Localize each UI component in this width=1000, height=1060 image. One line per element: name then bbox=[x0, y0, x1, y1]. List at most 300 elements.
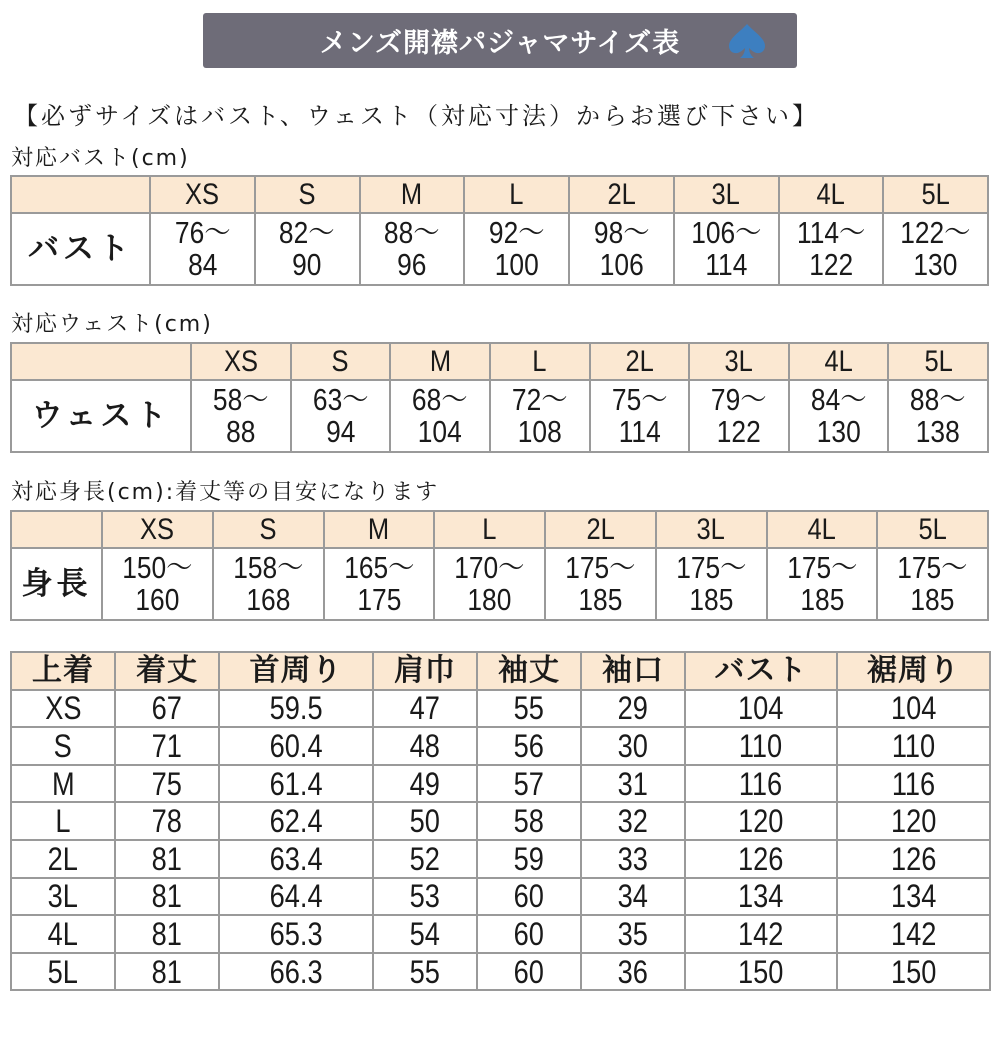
waist-size-header bbox=[490, 343, 590, 380]
cell-value: M bbox=[51, 765, 75, 802]
cell-value: 29 bbox=[617, 690, 649, 727]
waist-values-row bbox=[11, 380, 988, 452]
range-min: 175〜 bbox=[565, 550, 636, 585]
measurement-cell bbox=[373, 915, 477, 953]
range-min: 150〜 bbox=[122, 550, 193, 585]
height-range-cell bbox=[656, 548, 767, 620]
height-size-table bbox=[10, 510, 989, 621]
size-label: 5L bbox=[921, 178, 950, 211]
measurement-cell bbox=[373, 953, 477, 991]
cell-value: S bbox=[53, 727, 73, 764]
range-min: 114〜 bbox=[796, 215, 866, 250]
height-range bbox=[454, 552, 524, 616]
height-size-header bbox=[656, 511, 767, 548]
height-range-cell bbox=[877, 548, 988, 620]
cell-value: 71 bbox=[151, 727, 183, 764]
blank-header-cell bbox=[11, 511, 102, 548]
garment-header-cell: 首周り bbox=[219, 652, 373, 690]
measurement-cell bbox=[373, 840, 477, 878]
measurement-cell bbox=[477, 878, 581, 916]
cell-value: 34 bbox=[617, 878, 649, 915]
bust-caption: 対応バスト(cm) bbox=[11, 146, 190, 171]
height-size-header bbox=[545, 511, 656, 548]
range-min: 63〜 bbox=[312, 382, 369, 417]
waist-size-header bbox=[888, 343, 988, 380]
range-max: 122 bbox=[808, 247, 853, 282]
table-row bbox=[11, 953, 990, 991]
range-min: 175〜 bbox=[897, 550, 968, 585]
waist-size-header bbox=[191, 343, 291, 380]
height-size-header bbox=[877, 511, 988, 548]
measurement-cell bbox=[219, 840, 373, 878]
bust-size-header bbox=[255, 176, 360, 213]
cell-value: 5L bbox=[47, 953, 79, 990]
cell-value: L bbox=[55, 803, 71, 840]
range-max: 108 bbox=[517, 414, 562, 449]
measurement-cell bbox=[685, 802, 837, 840]
cell-value: 67 bbox=[151, 690, 183, 727]
measurement-cell bbox=[837, 802, 990, 840]
waist-size-header bbox=[291, 343, 391, 380]
range-min: 88〜 bbox=[384, 215, 440, 250]
range-min: 79〜 bbox=[711, 382, 767, 417]
garment-header-cell: 上着 bbox=[11, 652, 115, 690]
cell-value: 30 bbox=[617, 727, 649, 764]
measurement-cell bbox=[219, 727, 373, 765]
measurement-cell bbox=[581, 802, 685, 840]
range-max: 160 bbox=[135, 582, 180, 617]
bust-size-header bbox=[883, 176, 988, 213]
size-cell bbox=[11, 915, 115, 953]
measurement-cell bbox=[373, 765, 477, 803]
measurement-cell bbox=[477, 802, 581, 840]
height-range bbox=[787, 552, 857, 616]
range-min: 75〜 bbox=[611, 382, 668, 417]
measurement-cell bbox=[115, 727, 219, 765]
cell-value: 55 bbox=[513, 690, 545, 727]
height-values-row bbox=[11, 548, 988, 620]
bust-size-header bbox=[569, 176, 674, 213]
garment-header-cell: 袖口 bbox=[581, 652, 685, 690]
measurement-cell bbox=[477, 690, 581, 728]
cell-value: 52 bbox=[409, 840, 441, 877]
bust-header-row bbox=[11, 176, 988, 213]
cell-value: 35 bbox=[617, 915, 649, 952]
waist-size-header bbox=[590, 343, 690, 380]
table-row bbox=[11, 727, 990, 765]
height-range bbox=[897, 552, 967, 616]
garment-header-row bbox=[11, 652, 990, 690]
cell-value: 134 bbox=[738, 878, 784, 915]
waist-size-header bbox=[789, 343, 889, 380]
measurement-cell bbox=[581, 915, 685, 953]
size-label: 4L bbox=[807, 513, 837, 546]
size-label: L bbox=[509, 178, 524, 211]
measurement-cell bbox=[837, 915, 990, 953]
measurement-cell bbox=[685, 953, 837, 991]
size-label: XS bbox=[140, 513, 175, 546]
bust-size-header bbox=[674, 176, 779, 213]
table-row bbox=[11, 765, 990, 803]
measurement-cell bbox=[115, 878, 219, 916]
table-row bbox=[11, 802, 990, 840]
cell-value: 54 bbox=[409, 915, 441, 952]
size-label: 2L bbox=[607, 178, 636, 211]
measurement-cell bbox=[685, 915, 837, 953]
range-min: 165〜 bbox=[343, 550, 415, 585]
measurement-cell bbox=[219, 953, 373, 991]
measurement-cell bbox=[581, 765, 685, 803]
size-label: 5L bbox=[924, 345, 953, 378]
cell-value: 32 bbox=[617, 803, 649, 840]
blank-header-cell bbox=[11, 343, 191, 380]
measurement-cell bbox=[477, 840, 581, 878]
cell-value: 116 bbox=[891, 765, 936, 802]
garment-measurement-table bbox=[10, 651, 991, 991]
cell-value: 59.5 bbox=[269, 690, 323, 727]
range-max: 185 bbox=[910, 582, 955, 617]
size-cell bbox=[11, 878, 115, 916]
bust-range-cell bbox=[569, 213, 674, 285]
cell-value: 60.4 bbox=[269, 727, 323, 764]
height-range-cell bbox=[102, 548, 213, 620]
range-max: 114 bbox=[705, 247, 748, 282]
range-max: 122 bbox=[716, 414, 761, 449]
measurement-cell bbox=[219, 915, 373, 953]
cell-value: 150 bbox=[890, 953, 937, 990]
bust-range bbox=[594, 217, 650, 281]
measurement-cell bbox=[837, 765, 990, 803]
measurement-cell bbox=[115, 840, 219, 878]
cell-value: 56 bbox=[513, 727, 545, 764]
table-row bbox=[11, 878, 990, 916]
cell-value: 150 bbox=[738, 953, 784, 990]
bust-range bbox=[900, 217, 970, 281]
waist-range bbox=[711, 384, 767, 448]
waist-range-cell bbox=[191, 380, 291, 452]
cell-value: 57 bbox=[513, 765, 545, 802]
range-max: 94 bbox=[325, 414, 356, 449]
size-label: 4L bbox=[824, 345, 853, 378]
range-max: 96 bbox=[397, 247, 427, 282]
measurement-cell bbox=[837, 878, 990, 916]
garment-header-cell: バスト bbox=[685, 652, 837, 690]
title-banner bbox=[203, 13, 797, 68]
height-range-cell bbox=[767, 548, 878, 620]
cell-value: 31 bbox=[617, 765, 649, 802]
garment-header-cell: 裾周り bbox=[837, 652, 990, 690]
cell-value: 142 bbox=[738, 915, 784, 952]
measurement-cell bbox=[219, 765, 373, 803]
cell-value: 36 bbox=[617, 953, 649, 990]
size-cell bbox=[11, 690, 115, 728]
range-min: 84〜 bbox=[810, 382, 867, 417]
waist-range bbox=[910, 384, 966, 448]
cell-value: 65.3 bbox=[269, 915, 323, 952]
garment-header-cell: 袖丈 bbox=[477, 652, 581, 690]
height-range bbox=[565, 552, 635, 616]
cell-value: 49 bbox=[409, 765, 441, 802]
waist-row-label: ウェスト bbox=[11, 380, 191, 452]
height-size-header bbox=[324, 511, 435, 548]
size-label: XS bbox=[185, 178, 220, 211]
range-min: 82〜 bbox=[279, 215, 335, 250]
range-min: 122〜 bbox=[900, 215, 971, 250]
cell-value: 59 bbox=[513, 840, 545, 877]
size-label: 3L bbox=[724, 345, 754, 378]
measurement-cell bbox=[581, 953, 685, 991]
size-cell bbox=[11, 727, 115, 765]
bust-range bbox=[175, 217, 231, 281]
bust-size-header bbox=[464, 176, 569, 213]
height-range bbox=[233, 552, 303, 616]
measurement-cell bbox=[373, 802, 477, 840]
range-max: 185 bbox=[689, 582, 734, 617]
range-max: 168 bbox=[246, 582, 291, 617]
range-max: 138 bbox=[916, 414, 961, 449]
range-max: 106 bbox=[599, 247, 644, 282]
cell-value: 120 bbox=[890, 803, 937, 840]
range-min: 158〜 bbox=[232, 550, 304, 585]
range-min: 98〜 bbox=[593, 215, 650, 250]
waist-header-row bbox=[11, 343, 988, 380]
size-label: L bbox=[482, 513, 497, 546]
height-range-cell bbox=[324, 548, 435, 620]
height-range bbox=[344, 552, 414, 616]
size-label: 2L bbox=[625, 345, 654, 378]
cell-value: 75 bbox=[151, 765, 183, 802]
spade-icon bbox=[727, 22, 767, 60]
size-label: L bbox=[532, 345, 547, 378]
cell-value: 66.3 bbox=[269, 953, 323, 990]
measurement-cell bbox=[115, 765, 219, 803]
cell-value: 60 bbox=[513, 915, 545, 952]
range-min: 68〜 bbox=[412, 382, 468, 417]
size-label: S bbox=[331, 345, 349, 378]
cell-value: 116 bbox=[739, 765, 783, 802]
height-range-cell bbox=[213, 548, 324, 620]
cell-value: 142 bbox=[890, 915, 937, 952]
cell-value: 81 bbox=[151, 915, 183, 952]
measurement-cell bbox=[477, 765, 581, 803]
range-max: 130 bbox=[913, 247, 958, 282]
range-max: 84 bbox=[187, 247, 218, 282]
measurement-cell bbox=[219, 802, 373, 840]
cell-value: 47 bbox=[409, 690, 441, 727]
range-max: 90 bbox=[292, 247, 322, 282]
measurement-cell bbox=[685, 690, 837, 728]
measurement-cell bbox=[115, 915, 219, 953]
bust-range bbox=[279, 217, 335, 281]
range-max: 185 bbox=[578, 582, 623, 617]
range-min: 88〜 bbox=[910, 382, 967, 417]
cell-value: 50 bbox=[409, 803, 441, 840]
height-size-header bbox=[434, 511, 545, 548]
height-size-header bbox=[767, 511, 878, 548]
size-label: 3L bbox=[711, 178, 741, 211]
height-size-header bbox=[213, 511, 324, 548]
height-range-cell bbox=[434, 548, 545, 620]
waist-size-table bbox=[10, 342, 989, 453]
measurement-cell bbox=[581, 690, 685, 728]
bust-size-header bbox=[150, 176, 255, 213]
height-header-row bbox=[11, 511, 988, 548]
waist-range-cell bbox=[390, 380, 490, 452]
cell-value: 104 bbox=[738, 690, 784, 727]
bust-values-row bbox=[11, 213, 988, 285]
waist-range-cell bbox=[590, 380, 690, 452]
measurement-cell bbox=[581, 840, 685, 878]
bust-range bbox=[384, 217, 440, 281]
cell-value: 78 bbox=[151, 803, 183, 840]
measurement-cell bbox=[115, 690, 219, 728]
size-cell bbox=[11, 765, 115, 803]
height-caption: 対応身長(cm):着丈等の目安になります bbox=[11, 480, 440, 505]
waist-range bbox=[412, 384, 468, 448]
size-selection-note: 【必ずサイズはバスト、ウェスト（対応寸法）からお選び下さい】 bbox=[14, 102, 819, 130]
waist-range bbox=[811, 384, 867, 448]
bust-range-cell bbox=[360, 213, 465, 285]
measurement-cell bbox=[373, 727, 477, 765]
bust-range-cell bbox=[883, 213, 988, 285]
height-size-header bbox=[102, 511, 213, 548]
measurement-cell bbox=[685, 878, 837, 916]
range-max: 180 bbox=[467, 582, 512, 617]
measurement-cell bbox=[373, 690, 477, 728]
table-row bbox=[11, 690, 990, 728]
measurement-cell bbox=[685, 840, 837, 878]
size-label: XS bbox=[223, 345, 258, 378]
range-min: 175〜 bbox=[675, 550, 747, 585]
range-max: 104 bbox=[418, 414, 463, 449]
size-label: S bbox=[298, 178, 316, 211]
garment-header-cell: 着丈 bbox=[115, 652, 219, 690]
cell-value: 64.4 bbox=[269, 878, 323, 915]
range-min: 106〜 bbox=[690, 215, 762, 250]
size-label: 5L bbox=[918, 513, 947, 546]
height-row-label: 身長 bbox=[11, 548, 102, 620]
range-min: 72〜 bbox=[511, 382, 568, 417]
waist-range-cell bbox=[689, 380, 789, 452]
waist-range bbox=[313, 384, 369, 448]
cell-value: 120 bbox=[738, 803, 784, 840]
cell-value: 126 bbox=[738, 840, 784, 877]
range-max: 185 bbox=[799, 582, 844, 617]
garment-header-cell: 肩巾 bbox=[373, 652, 477, 690]
bust-range-cell bbox=[255, 213, 360, 285]
measurement-cell bbox=[477, 727, 581, 765]
size-label: M bbox=[429, 345, 451, 378]
range-max: 130 bbox=[816, 414, 861, 449]
measurement-cell bbox=[373, 878, 477, 916]
range-min: 58〜 bbox=[212, 382, 269, 417]
cell-value: 81 bbox=[151, 878, 183, 915]
cell-value: 110 bbox=[891, 727, 936, 764]
waist-size-header bbox=[689, 343, 789, 380]
size-label: S bbox=[259, 513, 277, 546]
bust-range-cell bbox=[150, 213, 255, 285]
cell-value: 61.4 bbox=[269, 765, 323, 802]
bust-range-cell bbox=[779, 213, 884, 285]
cell-value: 2L bbox=[47, 840, 79, 877]
cell-value: 134 bbox=[890, 878, 937, 915]
measurement-cell bbox=[581, 727, 685, 765]
waist-range-cell bbox=[291, 380, 391, 452]
cell-value: 110 bbox=[739, 727, 783, 764]
range-min: 170〜 bbox=[454, 550, 525, 585]
cell-value: 63.4 bbox=[269, 840, 323, 877]
page-title: メンズ開襟パジャマサイズ表 bbox=[319, 28, 681, 59]
measurement-cell bbox=[581, 878, 685, 916]
cell-value: 33 bbox=[617, 840, 649, 877]
bust-range bbox=[691, 217, 761, 281]
cell-value: 3L bbox=[47, 878, 79, 915]
waist-range bbox=[213, 384, 269, 448]
bust-size-header bbox=[779, 176, 884, 213]
measurement-cell bbox=[219, 690, 373, 728]
size-cell bbox=[11, 953, 115, 991]
measurement-cell bbox=[115, 953, 219, 991]
range-max: 114 bbox=[618, 414, 661, 449]
bust-size-table bbox=[10, 175, 989, 286]
cell-value: 55 bbox=[409, 953, 441, 990]
height-range bbox=[122, 552, 192, 616]
range-min: 175〜 bbox=[786, 550, 858, 585]
bust-range-cell bbox=[464, 213, 569, 285]
cell-value: 104 bbox=[890, 690, 937, 727]
cell-value: 126 bbox=[890, 840, 937, 877]
waist-range bbox=[611, 384, 667, 448]
cell-value: 4L bbox=[47, 915, 79, 952]
measurement-cell bbox=[219, 878, 373, 916]
size-label: M bbox=[368, 513, 390, 546]
range-max: 175 bbox=[356, 582, 401, 617]
cell-value: 48 bbox=[409, 727, 441, 764]
range-min: 92〜 bbox=[488, 215, 545, 250]
bust-size-header bbox=[360, 176, 465, 213]
bust-range-cell bbox=[674, 213, 779, 285]
size-cell bbox=[11, 802, 115, 840]
table-row bbox=[11, 915, 990, 953]
waist-range-cell bbox=[789, 380, 889, 452]
cell-value: 53 bbox=[409, 878, 441, 915]
waist-range bbox=[512, 384, 568, 448]
blank-header-cell bbox=[11, 176, 150, 213]
size-label: 3L bbox=[696, 513, 726, 546]
measurement-cell bbox=[685, 765, 837, 803]
measurement-cell bbox=[837, 953, 990, 991]
measurement-cell bbox=[837, 690, 990, 728]
waist-size-header bbox=[390, 343, 490, 380]
measurement-cell bbox=[837, 840, 990, 878]
waist-range-cell bbox=[888, 380, 988, 452]
measurement-cell bbox=[115, 802, 219, 840]
measurement-cell bbox=[837, 727, 990, 765]
waist-caption: 対応ウェスト(cm) bbox=[11, 312, 213, 337]
table-row bbox=[11, 840, 990, 878]
height-range-cell bbox=[545, 548, 656, 620]
waist-range-cell bbox=[490, 380, 590, 452]
measurement-cell bbox=[685, 727, 837, 765]
size-cell bbox=[11, 840, 115, 878]
bust-range bbox=[489, 217, 545, 281]
cell-value: 60 bbox=[513, 953, 545, 990]
size-label: M bbox=[401, 178, 423, 211]
cell-value: 81 bbox=[151, 953, 183, 990]
cell-value: XS bbox=[44, 690, 82, 727]
size-label: 2L bbox=[586, 513, 615, 546]
bust-row-label: バスト bbox=[11, 213, 150, 285]
